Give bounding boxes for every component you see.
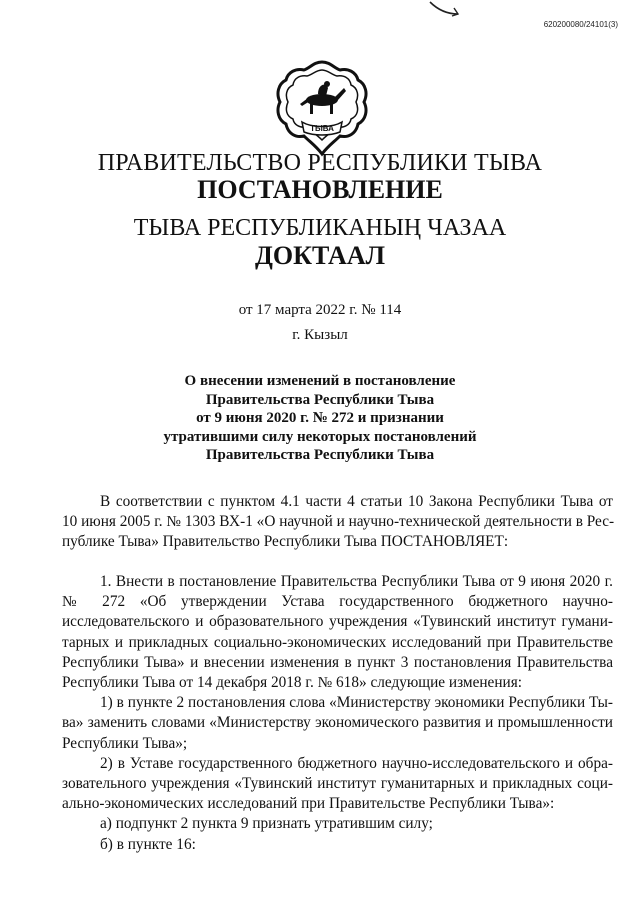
government-name: ПРАВИТЕЛЬСТВО РЕСПУБЛИКИ ТЫВА — [97, 150, 543, 176]
text-line: б) в пункте 16: — [100, 835, 196, 853]
decree-body — [62, 572, 613, 855]
preamble-paragraph — [62, 492, 613, 553]
emblem-text: ТЫВА — [310, 124, 334, 133]
scan-mark-icon — [410, 0, 470, 22]
document-number: 620200080/24101(3) — [543, 20, 618, 29]
text-line: а) подпункт 2 пункта 9 признать утратившим силу; — [100, 815, 433, 833]
tuva-coat-of-arms-icon — [272, 58, 372, 158]
title-line: от 9 июня 2020 г. № 272 и признании — [196, 410, 444, 426]
text-line: тарных и прикладных социально-экономических исследований при Правительстве — [62, 633, 613, 651]
title-line: Правительства Республики Тыва — [205, 447, 435, 463]
text-line: зовательного учреждения «Тувинский институт гуманитарных и прикладных соци- — [62, 775, 613, 793]
decree-date: от 17 марта 2022 г. № 114 — [238, 302, 402, 318]
text-line: ва» заменить словами «Министерству экономического развития и промышленности — [62, 714, 613, 732]
text-line: исследовательского и образовательного учреждения «Тувинский институт гумани- — [62, 613, 613, 631]
government-name-tuvan: ТЫВА РЕСПУБЛИКАНЫҢ ЧАЗАА — [133, 215, 507, 241]
title-line: Правительства Республики Тыва — [205, 391, 435, 408]
text-line: 1) в пункте 2 постановления слова «Министерству экономики Республики Ты- — [100, 694, 613, 712]
decree-city: г. Кызыл — [292, 327, 348, 343]
text-line: В соответствии с пунктом 4.1 части 4 статьи 10 Закона Республики Тыва от — [100, 493, 613, 510]
decree-title — [120, 372, 520, 465]
text-line: Республики Тыва от 14 декабря 2018 г. № 618» следующие изменения: — [62, 674, 523, 692]
text-line: публике Тыва» Правительство Республики Тыва ПОСТАНОВЛЯЕТ: — [62, 533, 509, 551]
text-line: № 272 «Об утверждении Устава государственного бюджетного научно- — [62, 593, 613, 611]
text-line: 10 июня 2005 г. № 1303 ВХ-1 «О научной и научно-технической деятельности в Рес- — [62, 513, 615, 531]
text-line: Республики Тыва» и внесении изменения в пункт 3 постановления Правительства — [62, 653, 613, 671]
text-line: 2) в Уставе государственного бюджетного научно-исследовательского и обра- — [100, 754, 613, 772]
text-line: 1. Внести в постановление Правительства Республики Тыва от 9 июня 2020 г. — [100, 573, 613, 590]
document-type-tuvan: ДОКТААЛ — [255, 241, 385, 270]
text-line: ально-экономических исследований при Правительстве Республики Тыва»: — [62, 795, 555, 813]
title-line: О внесении изменений в постановление — [184, 373, 456, 389]
title-line: утратившими силу некоторых постановлений — [163, 428, 477, 445]
text-line: Республики Тыва»; — [62, 734, 188, 752]
document-type: ПОСТАНОВЛЕНИЕ — [197, 175, 443, 204]
